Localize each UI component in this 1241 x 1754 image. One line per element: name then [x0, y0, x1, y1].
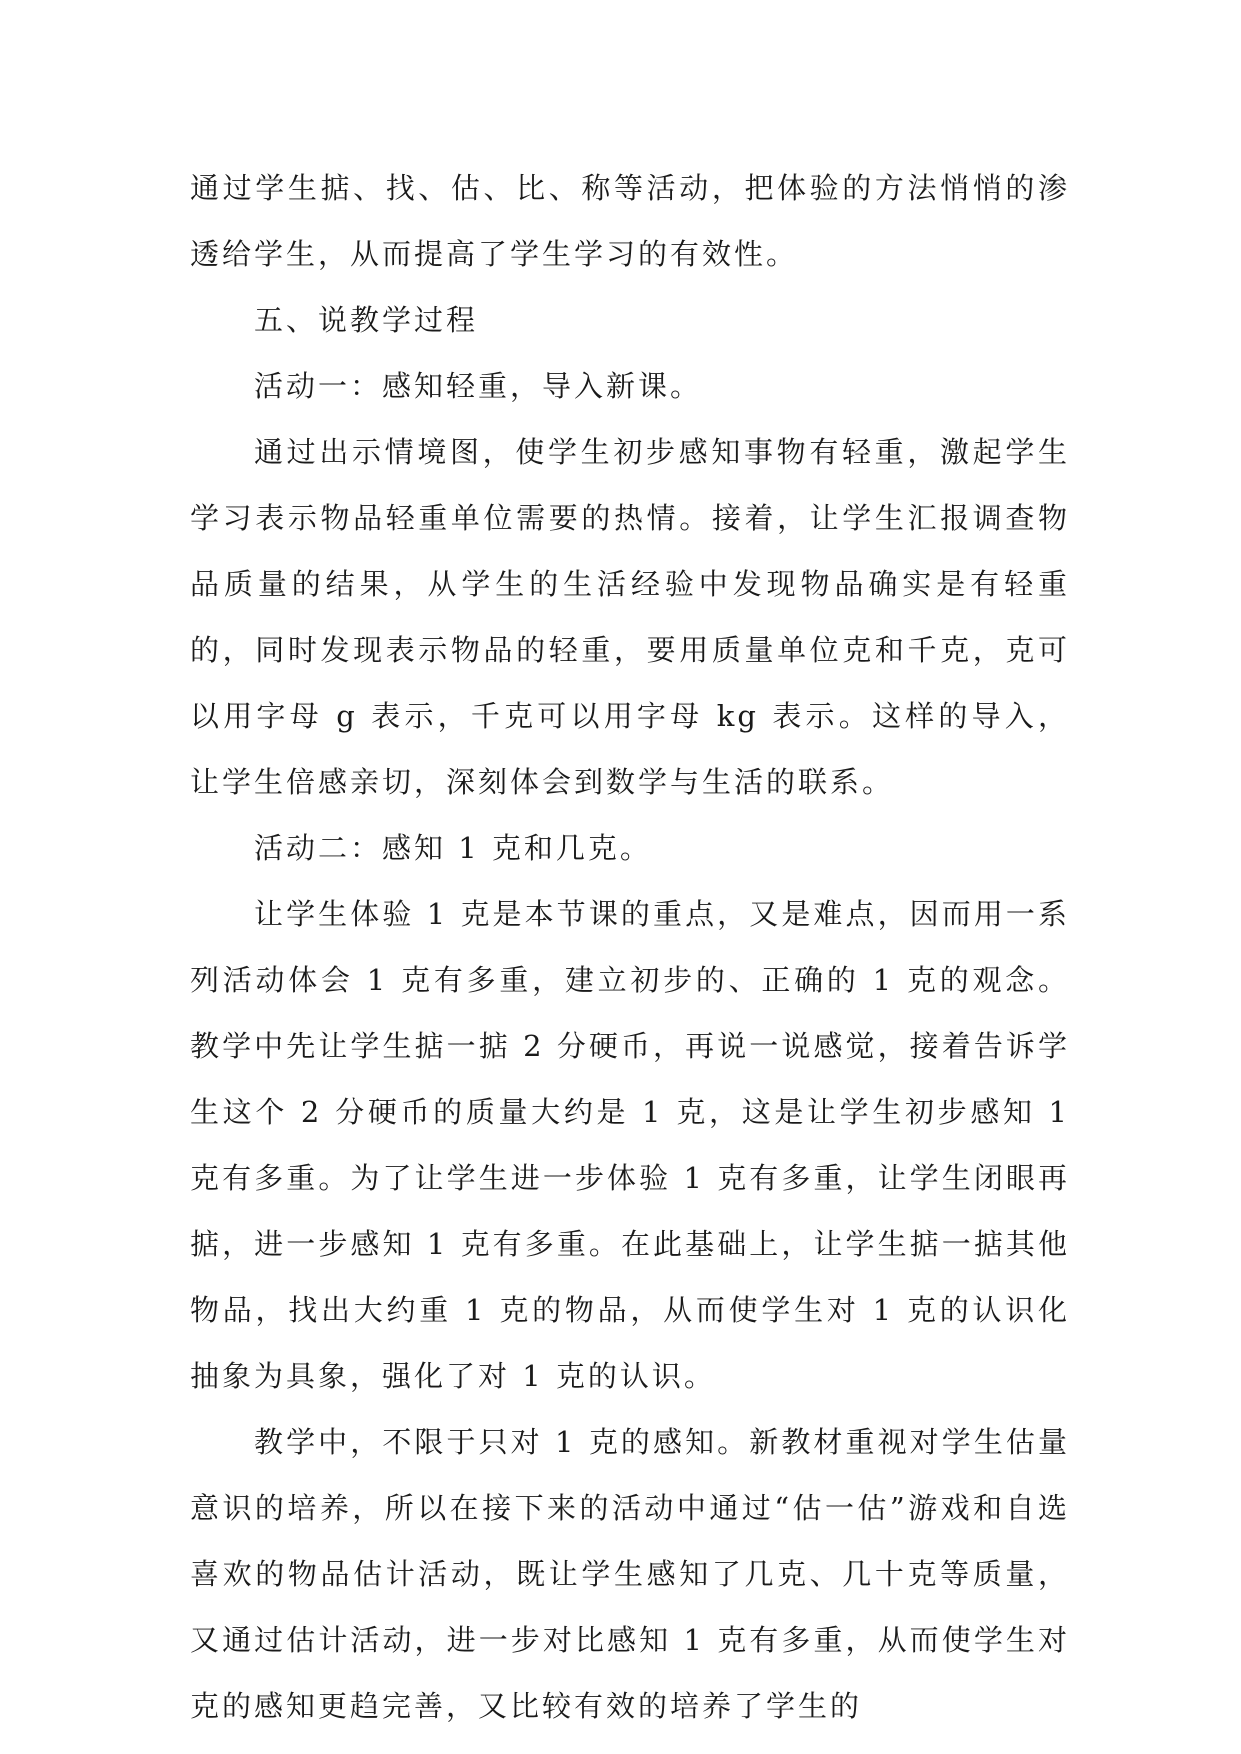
paragraph-activity-one: 通过出示情境图，使学生初步感知事物有轻重，激起学生学习表示物品轻重单位需要的热情。接着，让学生汇报调查物品质量的结果，从学生的生活经验中发现物品确实是有轻重的，同时发现表示物品的轻重，要用质量单位克和千克，克可以用字母 g 表示，千克可以用字母 kg 表示。这样的导入，让学生倍感亲切，深刻体会到数学与生活的联系。 [190, 435, 1070, 799]
activity-two-heading: 活动二：感知 1 克和几克。 [254, 831, 652, 865]
document-body [190, 155, 1070, 1739]
paragraph-estimation: 教学中，不限于只对 1 克的感知。新教材重视对学生估量意识的培养，所以在接下来的活动中通过“估一估”游戏和自选喜欢的物品估计活动，既让学生感知了几克、几十克等质量，又通过估计活动，进一步对比感知 1 克有多重，从而使学生对克的感知更趋完善，又比较有效的培养了学生的 [190, 1425, 1070, 1723]
paragraph-activity-two: 让学生体验 1 克是本节课的重点，又是难点，因而用一系列活动体会 1 克有多重，建立初步的、正确的 1 克的观念。教学中先让学生掂一掂 2 分硬币，再说一说感觉，接着告诉学生这个 2 分硬币的质量大约是 1 克，这是让学生初步感知 1 克有多重。为了让学生进一步体验 1 克有多重，让学生闭眼再掂，进一步感知 1 克有多重。在此基础上，让学生掂一掂其他物品，找出大约重 1 克的物品，从而使学生对 1 克的认识化抽象为具象，强化了对 1 克的认识。 [190, 897, 1070, 1393]
section-heading-teaching-process: 五、说教学过程 [254, 303, 479, 337]
activity-one-heading: 活动一：感知轻重，导入新课。 [254, 369, 703, 403]
paragraph-1: 通过学生掂、找、估、比、称等活动，把体验的方法悄悄的渗透给学生，从而提高了学生学习的有效性。 [190, 171, 1070, 271]
